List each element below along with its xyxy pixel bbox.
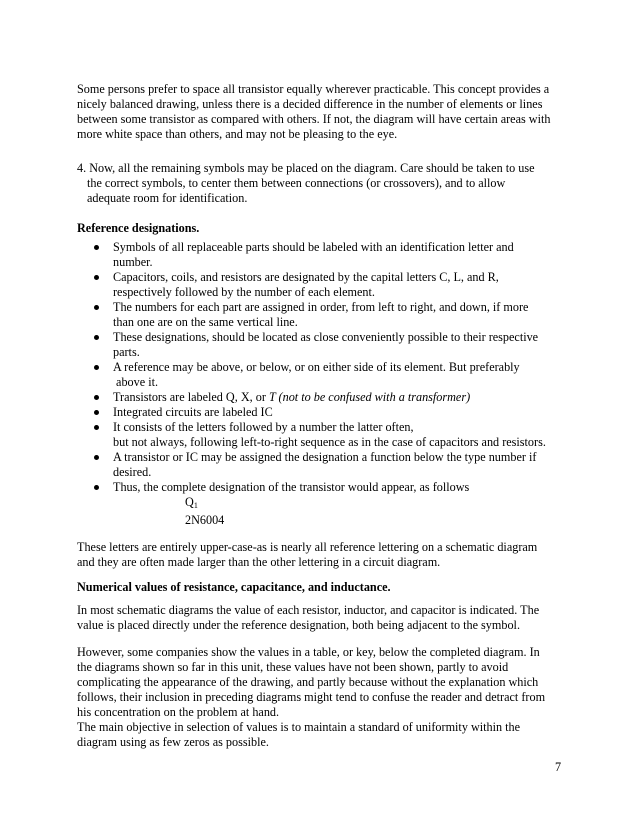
bullet-icon — [94, 425, 99, 430]
italic-note: T (not to be confused with a transformer) — [268, 390, 471, 404]
text-line: between some transistor as compared with others. If not, the diagram will have certain areas with — [77, 112, 551, 126]
text-line: It consists of the letters followed by a number the latter often, — [113, 420, 414, 434]
bullet-icon — [94, 455, 99, 460]
text-line: the correct symbols, to center them between connections (or crossovers), and to allow — [87, 176, 506, 190]
list-item — [77, 330, 567, 360]
text-line: number. — [113, 255, 153, 269]
values-table-paragraph — [77, 645, 567, 750]
text-line: 4. Now, all the remaining symbols may be placed on the diagram. Care should be taken to use — [77, 161, 535, 175]
bullet-icon — [94, 485, 99, 490]
text-line: desired. — [113, 465, 152, 479]
list-item — [77, 300, 567, 330]
bullet-icon — [94, 395, 99, 400]
text-line: adequate room for identification. — [87, 191, 248, 205]
text-line: diagram using as few zeros as possible. — [77, 735, 269, 749]
bullet-icon — [94, 305, 99, 310]
text-line: Integrated circuits are labeled IC — [113, 405, 273, 419]
designation-subscript: 1 — [193, 501, 198, 510]
text-line: The numbers for each part are assigned in order, from left to right, and down, if more — [113, 300, 529, 314]
designation-example — [113, 495, 198, 509]
bullet-icon — [94, 410, 99, 415]
text-line: his concentration on the problem at hand. — [77, 705, 280, 719]
list-item — [77, 390, 567, 405]
text-line: value is placed directly under the reference designation, both being adjacent to the symbol. — [77, 618, 520, 632]
reference-designations-heading: Reference designations. — [77, 221, 200, 235]
text-line: Some persons prefer to space all transistor equally wherever practicable. This concept provides a — [77, 82, 550, 96]
text-line: follows, their inclusion in preceding diagrams might tend to confuse the reader and detract from — [77, 690, 546, 704]
text-line: complicating the appearance of the drawing, and partly because without the explanation which — [77, 675, 539, 689]
text-line: A transistor or IC may be assigned the designation a function below the type number if — [113, 450, 537, 464]
reference-bullet-list — [77, 240, 567, 528]
schematic-values-paragraph — [77, 603, 567, 633]
bullet-icon — [94, 365, 99, 370]
list-item — [77, 420, 567, 450]
list-item — [77, 270, 567, 300]
text-line: Transistors are labeled Q, X, or — [113, 390, 269, 404]
text-line: above it. — [113, 375, 159, 389]
text-line: parts. — [113, 345, 140, 359]
text-line: Thus, the complete designation of the transistor would appear, as follows — [113, 480, 470, 494]
list-item — [77, 240, 567, 270]
list-item — [77, 480, 567, 528]
page-number: 7 — [555, 760, 562, 774]
text-line: and they are often made larger than the other lettering in a circuit diagram. — [77, 555, 441, 569]
bullet-icon — [94, 275, 99, 280]
letters-paragraph — [77, 540, 567, 570]
text-line: Capacitors, coils, and resistors are designated by the capital letters C, L, and R, — [113, 270, 499, 284]
text-line: Symbols of all replaceable parts should be labeled with an identification letter and — [113, 240, 514, 254]
bullet-icon — [94, 335, 99, 340]
text-line: In most schematic diagrams the value of each resistor, inductor, and capacitor is indicated. The — [77, 603, 540, 617]
text-line: The main objective in selection of values is to maintain a standard of uniformity within the — [77, 720, 521, 734]
list-item — [77, 360, 567, 390]
intro-paragraph — [77, 82, 567, 142]
text-line: more white space than others, and may not be pleasing to the eye. — [77, 127, 398, 141]
text-line: However, some companies show the values in a table, or key, below the completed diagram. In — [77, 645, 540, 659]
numbered-item-4 — [77, 161, 567, 206]
designation-letter: Q — [185, 495, 194, 509]
list-item — [77, 405, 567, 420]
text-line: A reference may be above, or below, or on either side of its element. But preferably — [113, 360, 520, 374]
text-line: respectively followed by the number of each element. — [113, 285, 375, 299]
text-line: than one are on the same vertical line. — [113, 315, 298, 329]
text-line: the diagrams shown so far in this unit, these values have not been shown, partly to avoid — [77, 660, 509, 674]
text-line: but not always, following left-to-right sequence as in the case of capacitors and resistors. — [113, 435, 546, 449]
text-line: These letters are entirely upper-case-as is nearly all reference lettering on a schematic diagram — [77, 540, 538, 554]
text-line: These designations, should be located as close conveniently possible to their respective — [113, 330, 539, 344]
list-item — [77, 450, 567, 480]
designation-type-number: 2N6004 — [185, 513, 225, 527]
text-line: nicely balanced drawing, unless there is a decided difference in the number of elements or lines — [77, 97, 543, 111]
numerical-values-heading: Numerical values of resistance, capacitance, and inductance. — [77, 580, 391, 594]
bullet-icon — [94, 245, 99, 250]
